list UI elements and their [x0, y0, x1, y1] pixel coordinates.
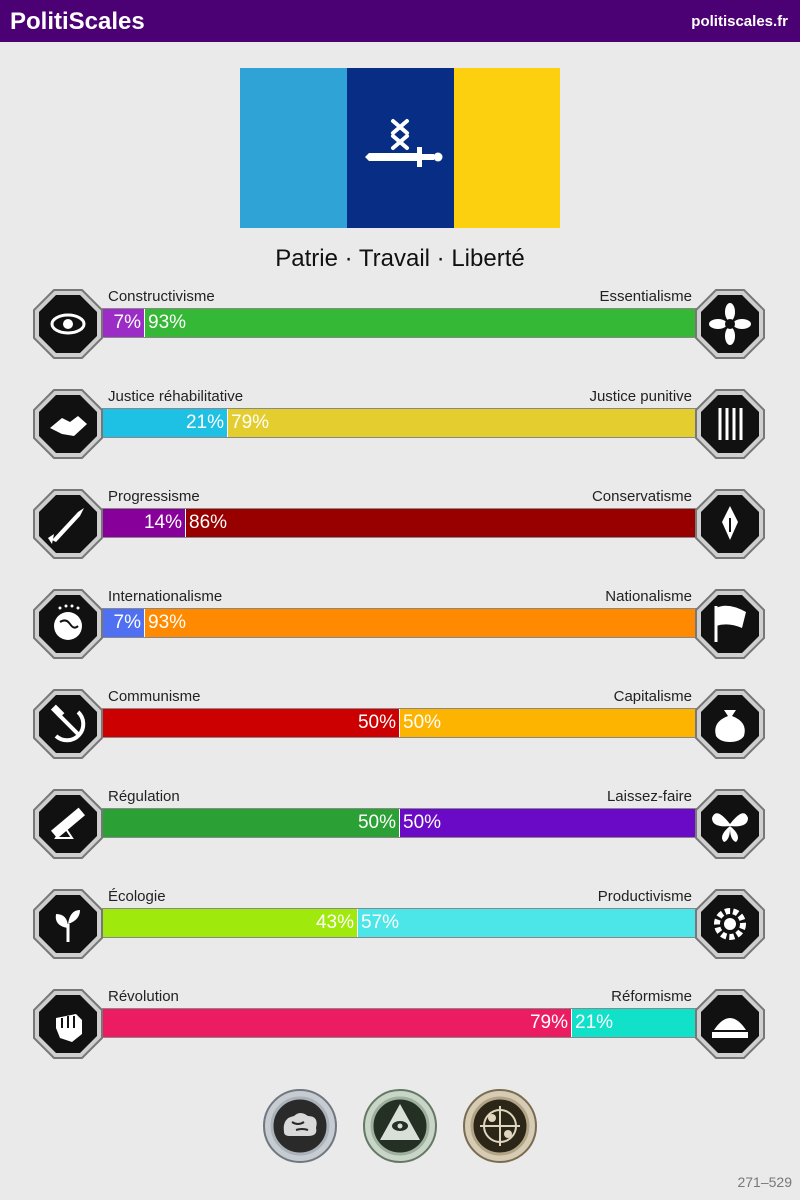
motto: Patrie · Travail · Liberté [275, 245, 525, 272]
flag-stripe-middle [347, 68, 454, 228]
flag-stripe-right [454, 68, 560, 228]
brand-title[interactable]: PolitiScales [10, 8, 145, 35]
handshake-icon [32, 388, 104, 460]
axis-bar [102, 1008, 698, 1038]
axis-right-segment: 86% [186, 509, 697, 537]
axis-row [0, 388, 800, 468]
fist-icon [32, 988, 104, 1060]
axis-right-label: Nationalisme [605, 588, 692, 605]
result-code: 271–529 [737, 1174, 792, 1190]
axis-row [0, 288, 800, 368]
globe-icon [32, 588, 104, 660]
axis-right-label: Essentialisme [599, 288, 692, 305]
axis-row [0, 988, 800, 1068]
axis-right-segment: 21% [572, 1009, 697, 1037]
axis-left-segment: 21% [103, 409, 228, 437]
axis-left-segment: 14% [103, 509, 186, 537]
axis-row [0, 688, 800, 768]
axis-right-label: Laissez-faire [606, 788, 692, 805]
axis-row [0, 788, 800, 868]
axis-left-segment: 7% [103, 609, 145, 637]
axis-bar [102, 908, 698, 938]
hammer-sickle-icon [32, 688, 104, 760]
axis-right-label: Réformisme [611, 988, 692, 1005]
axis-bar [102, 808, 698, 838]
butterfly-icon [694, 788, 766, 860]
rocket-icon [32, 488, 104, 560]
axis-bar [102, 508, 698, 538]
axis-right-segment: 93% [145, 309, 697, 337]
axis-right-label: Justice punitive [589, 388, 692, 405]
axis-bar [102, 408, 698, 438]
money-bag-icon [694, 688, 766, 760]
axis-right-segment: 93% [145, 609, 697, 637]
flower-icon [694, 288, 766, 360]
axis-row [0, 888, 800, 968]
axis-left-label: Révolution [108, 988, 179, 1005]
header-bar [0, 0, 800, 42]
axis-row [0, 488, 800, 568]
axis-right-segment: 50% [400, 809, 697, 837]
axis-bar [102, 708, 698, 738]
ruler-icon [32, 788, 104, 860]
crossed-x-and-sword-icon [347, 68, 454, 228]
axis-left-segment: 50% [103, 709, 400, 737]
axis-right-segment: 79% [228, 409, 697, 437]
axis-left-segment: 7% [103, 309, 145, 337]
axis-left-label: Justice réhabilitative [108, 388, 244, 405]
axis-left-label: Internationalisme [108, 588, 223, 605]
axis-left-label: Progressisme [108, 488, 200, 505]
site-url[interactable]: politiscales.fr [691, 13, 788, 30]
fountain-pen-icon [694, 488, 766, 560]
flag-stripe-left [240, 68, 347, 228]
axis-bar [102, 608, 698, 638]
result-flag [240, 68, 560, 228]
brain-seal-icon [262, 1088, 338, 1164]
axis-right-label: Capitalisme [613, 688, 692, 705]
axis-left-label: Écologie [108, 888, 166, 905]
axis-left-label: Communisme [108, 688, 201, 705]
gear-icon [694, 888, 766, 960]
eye-icon [32, 288, 104, 360]
axis-left-label: Régulation [108, 788, 180, 805]
axis-left-segment: 50% [103, 809, 400, 837]
axis-right-segment: 57% [358, 909, 697, 937]
axis-left-label: Constructivisme [108, 288, 215, 305]
prison-bars-icon [694, 388, 766, 460]
axis-right-segment: 50% [400, 709, 697, 737]
flag-icon [694, 588, 766, 660]
axis-right-label: Conservatisme [591, 488, 692, 505]
axis-left-segment: 79% [103, 1009, 572, 1037]
axis-row [0, 588, 800, 668]
axis-bar [102, 308, 698, 338]
badges [262, 1088, 542, 1164]
sprout-icon [32, 888, 104, 960]
compass-seal-icon [462, 1088, 538, 1164]
parliament-icon [694, 988, 766, 1060]
axis-right-label: Productivisme [597, 888, 692, 905]
axis-left-segment: 43% [103, 909, 358, 937]
pyramid-eye-seal-icon [362, 1088, 438, 1164]
